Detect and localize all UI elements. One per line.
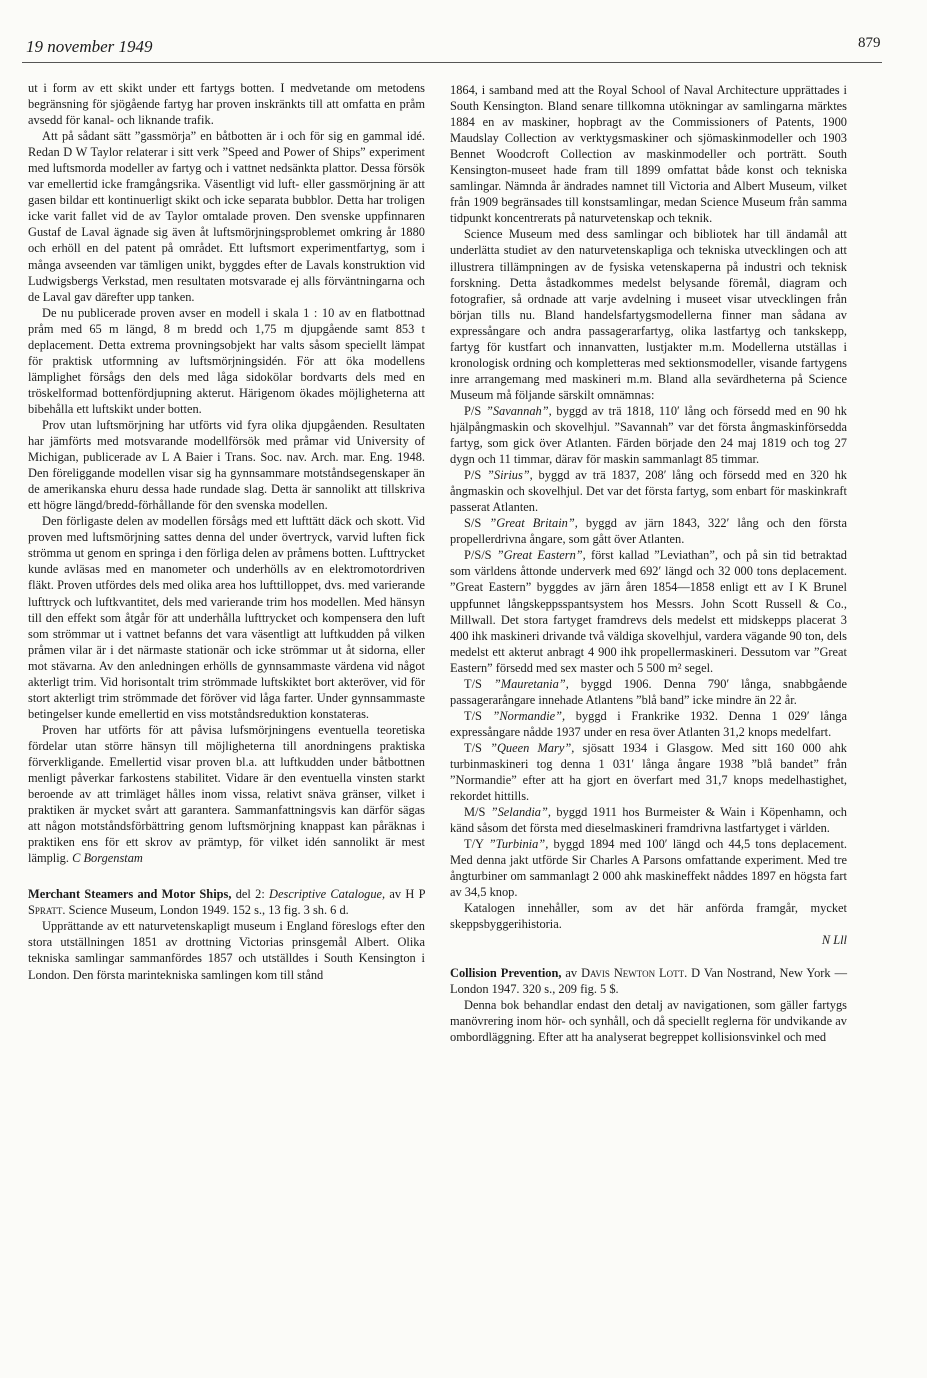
ship-prefix: P/S/S [464,548,492,563]
ship-prefix: S/S [464,516,482,531]
review-title: Merchant Steamers and Motor Ships, [28,887,232,902]
paragraph: Prov utan luftsmörjning har utförts vid fyra olika djupgåenden. Resultaten har jämförts med motsvarande modellförsök med pråmar vid University of Michigan, publicerade av L A Baier i Trans. Soc. nav. Arch. mar. Eng. 1948. Den föreliggande modellen visar sig ha gynnsammare motståndsegenskaper än de amerikanska ehuru dessa hade rundade slag. Detta är sannolikt att tillskriva ett högre längd/bredd-förhållande för den svenska modellen. [28,417,425,513]
reviewer-signature: N Lll [821,933,847,948]
ship-entry [450,403,847,467]
ship-name: ”Turbinia”, [488,837,549,852]
ship-description: byggd 1906. Denna 790′ långa, snabbgående passagerarångare innehade Atlantens ”blå band” icke mindre än 22 år. [450,676,847,707]
paragraph: Science Museum med dess samlingar och bibliotek har till ändamål att underlätta studiet av den naturvetenskapliga och tekniska utvecklingen och att illustrera tillämpningen av de fysiska vetenskaperna på industri och teknisk forskning. Detta åstadkommes medelst belysande föremål, diagram och fotografier, så ordnade att varje avdelning i museet visar utvecklingen från början tills nu. Bland handelsfartygsmodellerna finner man sådana av expressångare och andra passagerarfartyg, olika lastfartyg och tankskepp, fartyg för kustfart och innanvatten, lustjakter m.m. Modellerna utställas i kronologisk ordning och kompletteras med sektionsmodeller, visande fartygens inre arrangemang med maskineri m.m. Bland alla sevärdheterna på Science Museum må följande särskilt omnämnas: [450,227,847,402]
ship-prefix: P/S [464,403,482,418]
ship-description: byggd 1911 hos Burmeister & Wain i Köpenhamn, och känd såsom det första med dieselmaskineri framdrivna lastfartyget i världen. [450,805,847,836]
ship-description: byggd av trä 1818, 110′ lång och försedd med en 90 hk hjälpångmaskin och skovelhjul. ”Savannah” var det första ångmaskinförsedda fartyg, som gick över Atlanten. Färden började den 24 maj 1819 och tog 27 dygn och 11 timmar, därav för maskin sammanlagt 85 timmar. [450,403,847,467]
review-by: av H P [389,887,425,902]
ship-description: först kallad ”Leviathan”, och på sin tid betraktad som världens åttonde underverk med 692′ längd och 32 000 tons deplacement. ”Great Eastern” byggdes av järn åren 1854—1858 enligt ett av I K Brunel uppfunnet långskeppsspantsystem hos Messrs. John Scott Russell & Co., Millwall. Det stora fartyget framdrevs dels medelst ett midskepps placerat 3 400 ihk maskineri drivande två väldiga skovelhjul, vardera vägande 90 ton, dels medelst ett akterut anbragt 4 900 ihk propellermaskineri. Dessutom var ”Great Eastern” försedd med sex master och 5 500 m² segel. [450,548,847,675]
paragraph-text: Proven har utförts för att påvisa lufsmörjningens eventuella teoretiska fördelar utan större hänsyn till möjligheterna till anordningens praktiska förverkligande. Emellertid visar proven bl.a. att luftkudden under båtbottnen menligt påverkar farkostens stabilitet. Vidare är den eventuella vinsten starkt beroende av att trimläget hålles inom vissa, relativt snäva gränser, vilket i praktiken är mycket svårt att garantera. Sammanfattningsvis kan därför sägas att någon motståndsförbättring genom luftsmörjning knappast kan påräknas i praktiken ens för ett skrov av prämtyp, för vilket idén sannolikt är mest lämplig. [28,722,425,866]
ship-name: ”Great Eastern”, [496,548,586,563]
ship-entry [450,547,847,675]
review-by: av [565,965,578,980]
ship-prefix: P/S [464,468,482,483]
review-title: Collision Prevention, [450,965,562,980]
paragraph [450,900,847,948]
ship-description: sjösatt 1934 i Glasgow. Med sitt 160 000 ahk turbinmaskineri tog denna 1 031′ långa ångare 1938 ”blå bandet” från ”Normandie” efter att ha gjort en överfart med 31,7 knops medelhastighet, rekordet hittills. [450,740,847,804]
paragraph-text: Katalogen innehåller, som av det här anförda framgår, mycket skeppsbyggerihistoria. [450,901,847,932]
paragraph: Den förligaste delen av modellen försågs med ett lufttätt däck och skott. Vid proven med luftsmörjning sattes denna del under övertryck, varvid luften fick strömma ut genom en springa i den förliga delen av pråmens botten. Lufttrycket kunde avläsas med en manometer och underhölls av en elektromotordriven fläkt. Proven utfördes dels med olika area hos lufttilloppet, dvs. med varierande lufttryck och luftkvantitet, dels med varierande trim hos modellen. Med hänsyn till den effekt som åtgår för att underhålla lufttrycket och kompensera den luft som strömmar ut i vattnet befanns det vara väsentligt att luftkudden på vilken pråmen vilar är i det närmaste stationär och icke strömmar ut åt sidorna, eller mot stävarna. Av den anledningen erhölls de gynnsammaste värdena vid något akterligt trim. Vid horisontalt trim strömmade luftskiktet bort akteröver, vid för stort akterligt trim strömmade det föröver vid låga farter. Under gynnsammaste betingelser kunde emellertid en viss motståndsreduktion konstateras. [28,514,425,721]
ship-name: ”Queen Mary”, [490,740,575,755]
review-publication: D Van Nostrand, New York — London 1947. 320 s., 209 fig. 5 $. [450,965,847,996]
ship-description: byggd av järn 1843, 322′ lång och den första propellerdrivna ångare, som gått över Atlanten. [450,516,847,547]
ship-list [450,403,847,900]
header-rule [22,62,882,63]
paragraph: Upprättande av ett naturvetenskapligt museum i England föreslogs efter den stora utställningen 1851 av drottning Victorias prinsgemål Albert. Olika tekniska samlingar sammanfördes 1857 och utställdes i South Kensington i London. Den första marintekniska samlingen kom till stånd [28,919,425,982]
right-column [450,82,847,1045]
page-number: 879 [858,35,881,51]
ship-prefix: T/Y [464,837,484,852]
review-author: Davis Newton Lott. [581,965,688,980]
ship-entry [450,708,847,740]
ship-description: byggd av trä 1837, 208′ lång och försedd med en 320 hk ångmaskin och skovelhjul. Det var det första fartyg, som enbart för maskinkraft passerat Atlanten. [450,468,847,515]
paragraph: ut i form av ett skikt under ett fartygs botten. I medvetande om metodens begränsning för sjögående fartyg har proven inskränkts till att omfatta en pråm avsedd för kanal- och liknande trafik. [28,81,425,128]
left-column [28,80,425,983]
ship-description: byggd 1894 med 100′ längd och 44,5 tons deplacement. Med denna jakt utförde Sir Charles A Parsons omfattande experiment. Med tre ångturbiner om sammanlagt 2 000 ahk maskineffekt nåddes 1897 en högsta fart av 34,5 knop. [450,837,847,900]
review-heading [450,965,847,997]
ship-entry [450,836,847,900]
ship-prefix: T/S [464,676,482,691]
ship-name: ”Selandia”, [490,805,551,820]
review-heading [28,886,425,918]
paragraph: Att på sådant sätt ”gassmörja” en båtbotten är i och för sig en gammal idé. Redan D W Taylor relaterar i sitt verk ”Speed and Power of Ships” experiment med luftsmorda modeller av fartyg och i vattnet nedsänkta plattor. Dessa försök var emellertid icke framgångsrika. Väsentligt vid luft- eller gassmörjning är att gasen bildar ett kontinuerligt skikt och icke separata bubblor. Detta har troligen icke varit fallet vid de av Taylor omtalade proven. Den svenske uppfinnaren Gustaf de Laval ägnade sig även åt luftsmörjningsproblemet omkring år 1880 och erhöll en del patent på området. Ett luftsmort experimentfartyg, som i många avseenden var tämligen unikt, byggdes efter de Lavals konstruktion vid Ludwigsbergs Verkstad, men resultaten motsvarade ej alls förväntningarna och de Laval gav därefter upp tanken. [28,129,425,304]
ship-entry [450,740,847,804]
paragraph [28,722,425,866]
ship-name: ”Mauretania”, [493,676,569,691]
review-author: Spratt. [28,903,66,918]
ship-entry [450,467,847,515]
ship-name: ”Sirius”, [486,468,533,483]
ship-entry [450,676,847,708]
ship-name: ”Savannah”, [485,403,552,418]
ship-name: ”Great Britain”, [489,516,578,531]
ship-entry [450,804,847,836]
ship-prefix: T/S [464,740,482,755]
ship-prefix: T/S [464,708,482,723]
paragraph: 1864, i samband med att the Royal School of Naval Architecture upprättades i South Kensington. Bland senare tillkomna utökningar av samlingarna märktes 1884 en av maskiner, hopbragt av the Commissioners of Patents, 1900 Maudslay Collection av verktygsmaskiner och sjömaskinmodeller och 1903 Bennet Woodcroft Collection av maskinmodeller och porträtt. South Kensington-museet hade fram till 1899 omfattat både konst och tekniska samlingar. Nämnda år ändrades namnet till Victoria and Albert Museum, vilket från 1909 begränsades till konstsamlingar, medan Science Museum från samma tidpunkt koncentrerats på naturvetenskap och teknik. [450,83,847,226]
ship-name: ”Normandie”, [492,708,566,723]
issue-date: 19 november 1949 [26,37,153,56]
reviewer-signature: C Borgenstam [72,851,143,866]
paragraph: Denna bok behandlar endast den detalj av navigationen, som gäller fartygs manövrering inom hör- och synhåll, och då speciellt reglerna för undvikande av ombordläggning. Efter att ha analyserat begreppet kollisionsvinkel och med [450,997,847,1044]
review-subtitle: Descriptive Catalogue, [269,887,386,902]
ship-description: byggd i Frankrike 1932. Denna 1 029′ långa expressångare nådde 1937 under en resa över Atlanten 31,2 knops medelfart. [450,708,847,739]
ship-prefix: M/S [464,805,486,820]
paragraph: De nu publicerade proven avser en modell i skala 1 : 10 av en flatbottnad pråm med 65 m längd, 8 m bredd och 1,75 m djupgående samt 853 t deplacement. Detta extrema provningsobjekt har valts såsom speciellt lämpat för praktisk utformning av luftsmörjningsidén. För att öka modellens lämplighet försågs den dels med låga sidokölar bordvarts dels med en tröskelformad bottenfördjupning akterut. Härigenom ökades möjligheterna att bibehålla ett luftskikt under botten. [28,305,425,416]
review-publication: Science Museum, London 1949. 152 s., 13 fig. 3 sh. 6 d. [68,903,349,918]
review-part: del 2: [235,887,265,902]
ship-entry [450,515,847,547]
